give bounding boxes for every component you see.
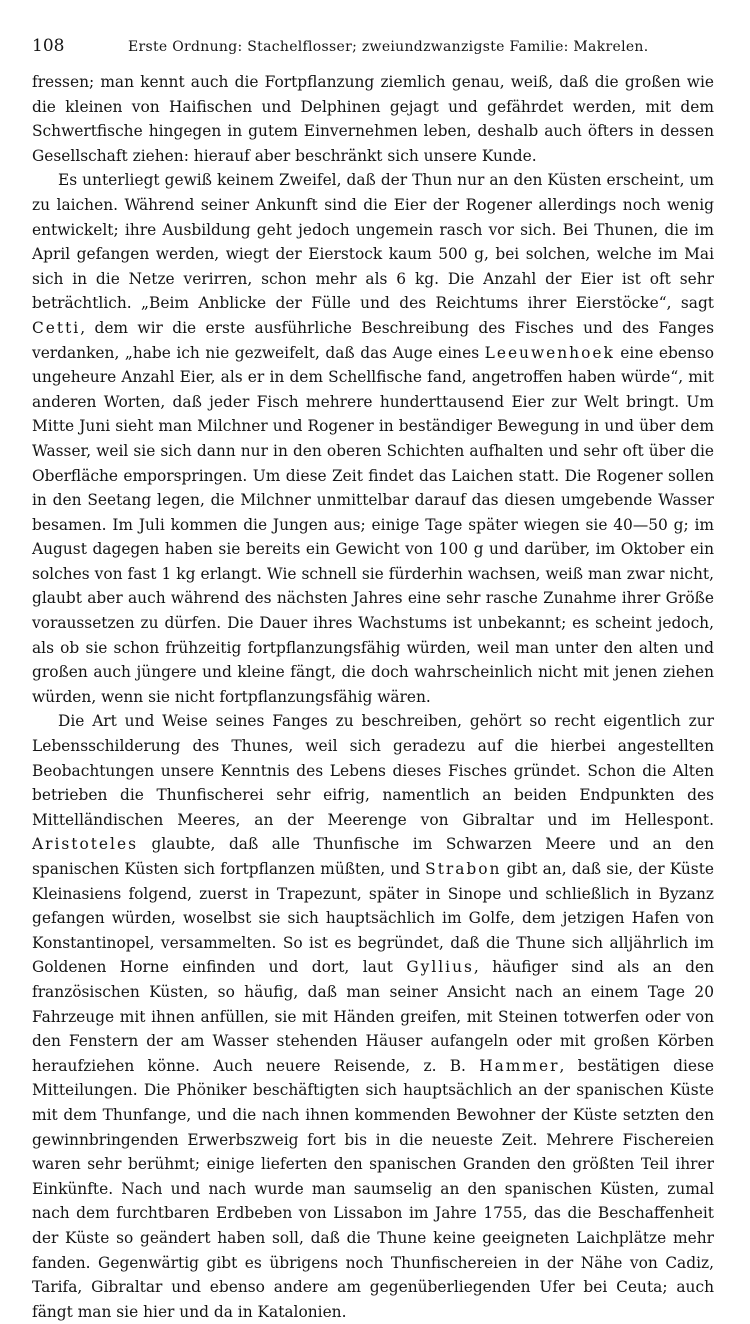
- body-text: [32, 70, 714, 1324]
- text-run: eine ebenso ungeheure Anzahl Eier, als er in dem Schellfische fand, angetroffen haben würde“, mit anderen Worten, daß jeder Fisch mehrere hunderttausend Eier zur Welt bringt. Um Mitte Juni sieht man Milchner und Rogener in beständiger Bewegung in und über dem Wasser, weil sie sich dann nur in den oberen Schichten aufhalten und sehr oft über die Oberfläche emporspringen. Um diese Zeit findet das Laichen statt. Die Rogener sollen in den Seetang legen, die Milchner unmittelbar darauf das diesen umgebende Wasser besamen. Im Juli kommen die Jungen aus; einige Tage später wiegen sie 40—50 g; im August dagegen haben sie bereits ein Gewicht von 100 g und darüber, im Oktober ein solches von fast 1 kg erlangt. Wie schnell sie fürderhin wachsen, weiß man zwar nicht, glaubt aber auch während des nächsten Jahres eine sehr rasche Zunahme ihrer Größe voraussetzen zu dürfen. Die Dauer ihres Wachstums ist unbekannt; es scheint jedoch, als ob sie schon frühzeitig fortpflanzungsfähig würden, weil man unter den alten und großen auch jüngere und kleine fängt, die doch wahrscheinlich nicht mit jenen ziehen würden, wenn sie nicht fortpflanzungsfähig wären.: [32, 343, 714, 706]
- person-name: Hammer: [479, 1056, 560, 1075]
- person-name: Gyllius: [406, 958, 474, 977]
- paragraph: [32, 709, 714, 1324]
- paragraph: [32, 168, 714, 709]
- page-header: [32, 36, 714, 58]
- person-name: Aristoteles: [32, 835, 138, 854]
- person-name: Cetti: [32, 318, 81, 337]
- text-run: gibt an, daß sie, der Küste Kleinasiens folgend, zuerst in Trapezunt, später in Sinope und schließlich in Byzanz gefangen würden, woselbst sie sich hauptsächlich im Golfe, dem jetzigen Hafen von Konstantinopel, versammelten. So ist es begründet, daß die Thune sich alljährlich im Goldenen Horne einfinden und dort, laut: [32, 860, 714, 977]
- page-number: 108: [32, 36, 65, 56]
- text-run: , dem wir die erste ausführliche Beschreibung des Fisches und des Fanges verdanken, „habe ich nie gezweifelt, daß das Auge eines: [32, 318, 714, 362]
- text-run: , bestätigen diese Mitteilungen. Die Phöniker beschäftigten sich hauptsächlich an der spanischen Küste mit dem Thunfange, und die nach ihnen kommenden Bewohner der Küste setzten den gewinnbringenden Erwerbszweig fort bis in die neueste Zeit. Mehrere Fischereien waren sehr berühmt; einige lieferten den spanischen Granden den größten Teil ihrer Einkünfte. Nach und nach wurde man saumselig an den spanischen Küsten, zumal nach dem furchtbaren Erdbeben von Lissabon im Jahre 1755, das die Beschaffenheit der Küste so geändert haben soll, daß die Thune keine geeigneten Laichplätze mehr fanden. Gegenwärtig gibt es übrigens noch Thunfischereien in der Nähe von Cadiz, Tarifa, Gibraltar und ebenso andere am gegenüberliegenden Ufer bei Ceuta; auch fängt man sie hier und da in Katalonien.: [32, 1056, 714, 1321]
- running-head: Erste Ordnung: Stachelflosser; zweiundzwanzigste Familie: Makrelen.: [128, 39, 649, 55]
- text-run: glaubte, daß alle Thunfische im Schwarzen Meere und an den spanischen Küsten sich fortpflanzen müßten, und: [32, 835, 714, 878]
- text-run: Die Art und Weise seines Fanges zu beschreiben, gehört so recht eigentlich zur Lebensschilderung des Thunes, weil sich geradezu auf die hierbei angestellten Beobachtungen unsere Kenntnis des Lebens dieses Fisches gründet. Schon die Alten betrieben die Thunfischerei sehr eifrig, namentlich an beiden Endpunkten des Mittelländischen Meeres, an der Meerenge von Gibraltar und im Hellespont.: [32, 712, 714, 829]
- text-run: Es unterliegt gewiß keinem Zweifel, daß der Thun nur an den Küsten erscheint, um zu laichen. Während seiner Ankunft sind die Eier der Rogener allerdings noch wenig entwickelt; ihre Ausbildung geht jedoch ungemein rasch vor sich. Bei Thunen, die im April gefangen werden, wiegt der Eierstock kaum 500 g, bei solchen, welche im Mai sich in die Netze verirren, schon mehr als 6 kg. Die Anzahl der Eier ist oft sehr beträchtlich. „Beim Anblicke der Fülle und des Reichtums ihrer Eierstöcke“, sagt: [32, 171, 714, 313]
- text-run: fressen; man kennt auch die Fortpflanzung ziemlich genau, weiß, daß die großen wie die kleinen von Haifischen und Delphinen gejagt und gefährdet werden, mit dem Schwertfische hingegen in gutem Einvernehmen leben, deshalb auch öfters in dessen Gesellschaft ziehen: hierauf aber beschränkt sich unsere Kunde.: [32, 73, 714, 165]
- person-name: Leeuwenhoek: [484, 343, 615, 362]
- text-run: , häufiger sind als an den französischen Küsten, so häufig, daß man seiner Ansicht nach an einem Tage 20 Fahrzeuge mit ihnen anfüllen, sie mit Händen greifen, mit Steinen totwerfen oder von den Fenstern der am Wasser stehenden Häuser aufangeln oder mit großen Körben heraufziehen könne. Auch neuere Reisende, z. B.: [32, 958, 714, 1075]
- person-name: Strabon: [425, 860, 502, 878]
- paragraph: [32, 70, 714, 168]
